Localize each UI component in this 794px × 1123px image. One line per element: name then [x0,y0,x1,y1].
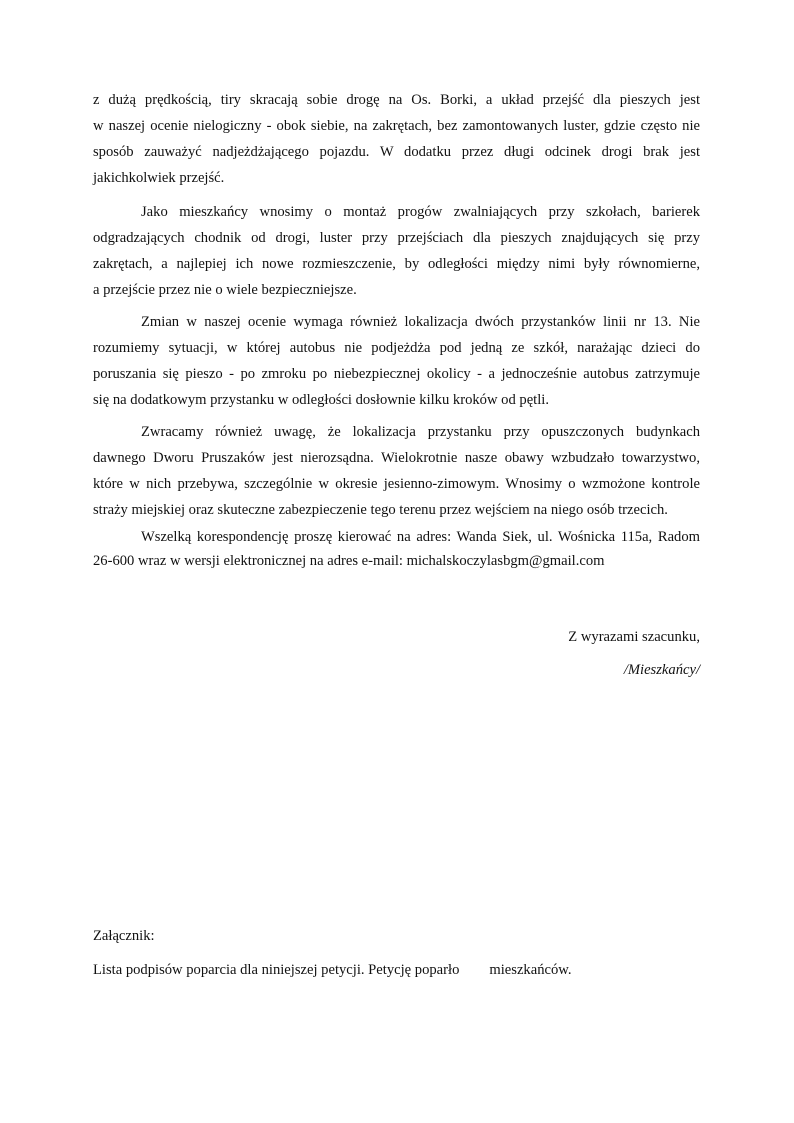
body-paragraph [93,525,700,573]
paragraph-line: dawnego Dworu Pruszaków jest nierozsądna. Wielokrotnie nasze obawy wzbudzało towarzystwo, [93,450,700,466]
paragraph-line: sposób zauważyć nadjeżdżającego pojazdu. W dodatku przez długi odcinek drogi brak jest [93,144,700,160]
attachment-text-after: mieszkańców. [489,962,572,978]
paragraph-line: się na dodatkowym przystanku w odległości dosłownie kilku kroków od pętli. [93,392,549,408]
paragraph-line: zakrętach, a najlepiej ich nowe rozmieszczenie, by odległości między nimi były równomierne, [93,256,700,272]
paragraph-line: w naszej ocenie nielogiczny - obok siebie, na zakrętach, bez zamontowanych luster, gdzie często nie [93,118,700,134]
paragraph-line: rozumiemy sytuacji, w której autobus nie podjeżdża pod jedną ze szkół, narażając dzieci do [93,340,700,356]
paragraph-line: poruszania się pieszo - po zmroku po niebezpiecznej okolicy - a jednocześnie autobus zatrzymuje [93,366,700,382]
paragraph-line: straży miejskiej oraz skuteczne zabezpieczenie tego terenu przez wejściem na niego osób trzecich. [93,502,668,518]
paragraph-line: odgradzających chodnik od drogi, luster przy przejściach dla pieszych znajdujących się przy [93,230,700,246]
paragraph-line: 26-600 wraz w wersji elektronicznej na adres e-mail: michalskoczylasbgm@gmail.com [93,553,605,569]
closing-greeting: Z wyrazami szacunku, [568,629,700,645]
paragraph-line: a przejście przez nie o wiele bezpieczniejsze. [93,282,357,298]
body-paragraph [93,87,700,191]
paragraph-line: Wszelką korespondencję proszę kierować na adres: Wanda Siek, ul. Wośnicka 115a, Radom [141,529,700,545]
attachment-text [93,957,572,983]
paragraph-line: jakichkolwiek przejść. [93,170,225,186]
body-paragraph [93,419,700,523]
body-paragraph [93,309,700,413]
paragraph-line: Jako mieszkańcy wnosimy o montaż progów zwalniających przy szkołach, barierek [141,204,700,220]
attachment-label: Załącznik: [93,928,155,944]
attachment-text-before: Lista podpisów poparcia dla niniejszej petycji. Petycję poparło [93,962,460,978]
signature: /Mieszkańcy/ [623,662,700,678]
paragraph-line: z dużą prędkością, tiry skracają sobie drogę na Os. Borki, a układ przejść dla pieszych jest [93,92,700,108]
paragraph-line: które w nich przebywa, szczególnie w okresie jesienno-zimowym. Wnosimy o wzmożone kontrole [93,476,700,492]
paragraph-line: Zwracamy również uwagę, że lokalizacja przystanku przy opuszczonych budynkach [141,424,700,440]
body-paragraph [93,199,700,303]
paragraph-line: Zmian w naszej ocenie wymaga również lokalizacja dwóch przystanków linii nr 13. Nie [141,314,700,330]
